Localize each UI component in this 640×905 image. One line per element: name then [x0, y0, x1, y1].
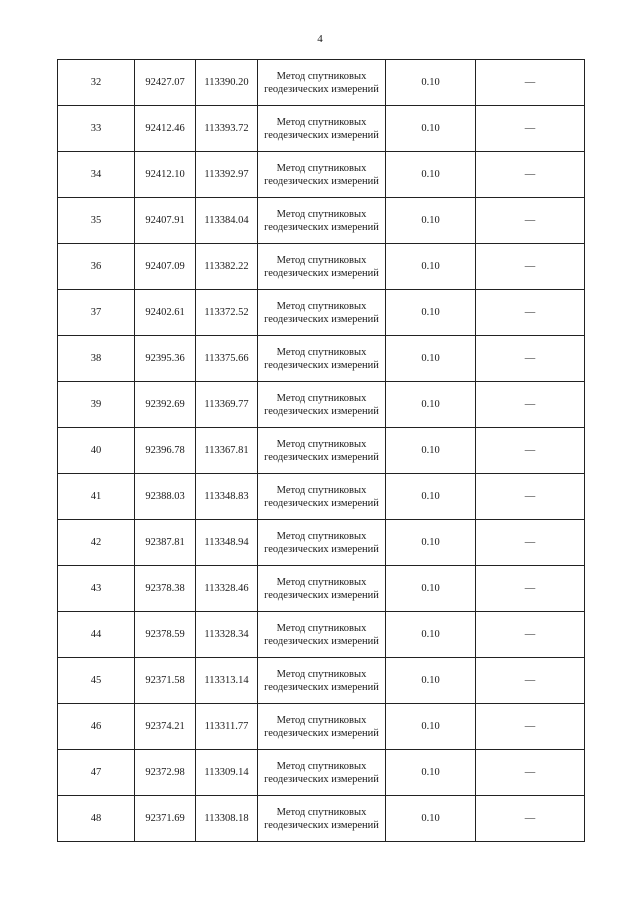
table-row	[58, 474, 585, 520]
description-cell: —	[476, 60, 585, 106]
point-number-cell: 33	[58, 106, 135, 152]
accuracy-cell: 0.10	[386, 750, 476, 796]
method-line: геодезических измерений	[264, 83, 379, 95]
accuracy-cell: 0.10	[386, 152, 476, 198]
point-number-cell: 41	[58, 474, 135, 520]
accuracy-cell: 0.10	[386, 428, 476, 474]
method-line: геодезических измерений	[264, 175, 379, 187]
method-line: Метод спутниковых	[276, 622, 367, 634]
method-line: геодезических измерений	[264, 681, 379, 693]
method-line: Метод спутниковых	[276, 392, 367, 404]
method-line: Метод спутниковых	[276, 70, 367, 82]
y-coordinate-cell: 113309.14	[196, 750, 258, 796]
description-cell: —	[476, 382, 585, 428]
description-cell: —	[476, 198, 585, 244]
accuracy-cell: 0.10	[386, 704, 476, 750]
method-line: Метод спутниковых	[276, 484, 367, 496]
coordinates-table-body	[58, 60, 585, 842]
x-coordinate-cell: 92412.10	[135, 152, 196, 198]
method-cell	[258, 612, 386, 658]
x-coordinate-cell: 92374.21	[135, 704, 196, 750]
method-line: геодезических измерений	[264, 497, 379, 509]
method-cell	[258, 428, 386, 474]
table-row	[58, 290, 585, 336]
table-row	[58, 198, 585, 244]
method-cell	[258, 382, 386, 428]
accuracy-cell: 0.10	[386, 658, 476, 704]
method-line: геодезических измерений	[264, 221, 379, 233]
method-line: Метод спутниковых	[276, 714, 367, 726]
method-line: Метод спутниковых	[276, 162, 367, 174]
table-row	[58, 704, 585, 750]
y-coordinate-cell: 113328.34	[196, 612, 258, 658]
y-coordinate-cell: 113308.18	[196, 796, 258, 842]
point-number-cell: 34	[58, 152, 135, 198]
method-line: геодезических измерений	[264, 359, 379, 371]
accuracy-cell: 0.10	[386, 60, 476, 106]
method-line: Метод спутниковых	[276, 116, 367, 128]
method-line: геодезических измерений	[264, 451, 379, 463]
method-line: Метод спутниковых	[276, 300, 367, 312]
y-coordinate-cell: 113384.04	[196, 198, 258, 244]
x-coordinate-cell: 92412.46	[135, 106, 196, 152]
description-cell: —	[476, 520, 585, 566]
description-cell: —	[476, 106, 585, 152]
method-cell	[258, 750, 386, 796]
y-coordinate-cell: 113367.81	[196, 428, 258, 474]
table-row	[58, 382, 585, 428]
table-row	[58, 60, 585, 106]
y-coordinate-cell: 113348.83	[196, 474, 258, 520]
y-coordinate-cell: 113390.20	[196, 60, 258, 106]
point-number-cell: 35	[58, 198, 135, 244]
method-cell	[258, 244, 386, 290]
table-row	[58, 658, 585, 704]
point-number-cell: 46	[58, 704, 135, 750]
accuracy-cell: 0.10	[386, 106, 476, 152]
method-cell	[258, 658, 386, 704]
description-cell: —	[476, 336, 585, 382]
x-coordinate-cell: 92371.69	[135, 796, 196, 842]
method-line: геодезических измерений	[264, 819, 379, 831]
method-line: Метод спутниковых	[276, 760, 367, 772]
method-line: Метод спутниковых	[276, 576, 367, 588]
y-coordinate-cell: 113328.46	[196, 566, 258, 612]
y-coordinate-cell: 113375.66	[196, 336, 258, 382]
point-number-cell: 42	[58, 520, 135, 566]
method-line: Метод спутниковых	[276, 208, 367, 220]
page-number: 4	[317, 33, 323, 45]
coordinates-table	[57, 59, 585, 842]
method-cell	[258, 704, 386, 750]
table-row	[58, 152, 585, 198]
method-line: геодезических измерений	[264, 635, 379, 647]
x-coordinate-cell: 92372.98	[135, 750, 196, 796]
point-number-cell: 39	[58, 382, 135, 428]
y-coordinate-cell: 113348.94	[196, 520, 258, 566]
table-row	[58, 520, 585, 566]
point-number-cell: 38	[58, 336, 135, 382]
method-cell	[258, 106, 386, 152]
method-line: Метод спутниковых	[276, 254, 367, 266]
method-line: Метод спутниковых	[276, 806, 367, 818]
method-cell	[258, 60, 386, 106]
method-cell	[258, 474, 386, 520]
y-coordinate-cell: 113311.77	[196, 704, 258, 750]
y-coordinate-cell: 113392.97	[196, 152, 258, 198]
method-line: геодезических измерений	[264, 727, 379, 739]
description-cell: —	[476, 152, 585, 198]
point-number-cell: 43	[58, 566, 135, 612]
method-line: геодезических измерений	[264, 313, 379, 325]
x-coordinate-cell: 92407.91	[135, 198, 196, 244]
x-coordinate-cell: 92427.07	[135, 60, 196, 106]
point-number-cell: 45	[58, 658, 135, 704]
method-cell	[258, 198, 386, 244]
accuracy-cell: 0.10	[386, 520, 476, 566]
y-coordinate-cell: 113372.52	[196, 290, 258, 336]
table-row	[58, 750, 585, 796]
y-coordinate-cell: 113393.72	[196, 106, 258, 152]
method-cell	[258, 566, 386, 612]
description-cell: —	[476, 796, 585, 842]
description-cell: —	[476, 658, 585, 704]
table-row	[58, 106, 585, 152]
method-line: Метод спутниковых	[276, 438, 367, 450]
point-number-cell: 44	[58, 612, 135, 658]
description-cell: —	[476, 474, 585, 520]
x-coordinate-cell: 92402.61	[135, 290, 196, 336]
x-coordinate-cell: 92378.59	[135, 612, 196, 658]
accuracy-cell: 0.10	[386, 612, 476, 658]
method-line: геодезических измерений	[264, 543, 379, 555]
x-coordinate-cell: 92387.81	[135, 520, 196, 566]
x-coordinate-cell: 92378.38	[135, 566, 196, 612]
table-row	[58, 336, 585, 382]
accuracy-cell: 0.10	[386, 198, 476, 244]
description-cell: —	[476, 612, 585, 658]
x-coordinate-cell: 92395.36	[135, 336, 196, 382]
table-row	[58, 566, 585, 612]
y-coordinate-cell: 113313.14	[196, 658, 258, 704]
method-cell	[258, 796, 386, 842]
y-coordinate-cell: 113369.77	[196, 382, 258, 428]
description-cell: —	[476, 704, 585, 750]
point-number-cell: 32	[58, 60, 135, 106]
x-coordinate-cell: 92396.78	[135, 428, 196, 474]
method-line: Метод спутниковых	[276, 346, 367, 358]
table-row	[58, 428, 585, 474]
description-cell: —	[476, 750, 585, 796]
x-coordinate-cell: 92388.03	[135, 474, 196, 520]
point-number-cell: 47	[58, 750, 135, 796]
table-row	[58, 796, 585, 842]
accuracy-cell: 0.10	[386, 336, 476, 382]
accuracy-cell: 0.10	[386, 290, 476, 336]
method-cell	[258, 290, 386, 336]
method-line: Метод спутниковых	[276, 530, 367, 542]
point-number-cell: 40	[58, 428, 135, 474]
point-number-cell: 36	[58, 244, 135, 290]
x-coordinate-cell: 92407.09	[135, 244, 196, 290]
accuracy-cell: 0.10	[386, 796, 476, 842]
method-line: геодезических измерений	[264, 267, 379, 279]
method-line: геодезических измерений	[264, 405, 379, 417]
point-number-cell: 37	[58, 290, 135, 336]
description-cell: —	[476, 290, 585, 336]
accuracy-cell: 0.10	[386, 474, 476, 520]
table-row	[58, 612, 585, 658]
table-row	[58, 244, 585, 290]
accuracy-cell: 0.10	[386, 244, 476, 290]
description-cell: —	[476, 244, 585, 290]
x-coordinate-cell: 92392.69	[135, 382, 196, 428]
method-line: Метод спутниковых	[276, 668, 367, 680]
method-cell	[258, 152, 386, 198]
method-line: геодезических измерений	[264, 129, 379, 141]
description-cell: —	[476, 566, 585, 612]
description-cell: —	[476, 428, 585, 474]
method-cell	[258, 336, 386, 382]
accuracy-cell: 0.10	[386, 382, 476, 428]
method-line: геодезических измерений	[264, 589, 379, 601]
accuracy-cell: 0.10	[386, 566, 476, 612]
method-line: геодезических измерений	[264, 773, 379, 785]
point-number-cell: 48	[58, 796, 135, 842]
x-coordinate-cell: 92371.58	[135, 658, 196, 704]
method-cell	[258, 520, 386, 566]
y-coordinate-cell: 113382.22	[196, 244, 258, 290]
